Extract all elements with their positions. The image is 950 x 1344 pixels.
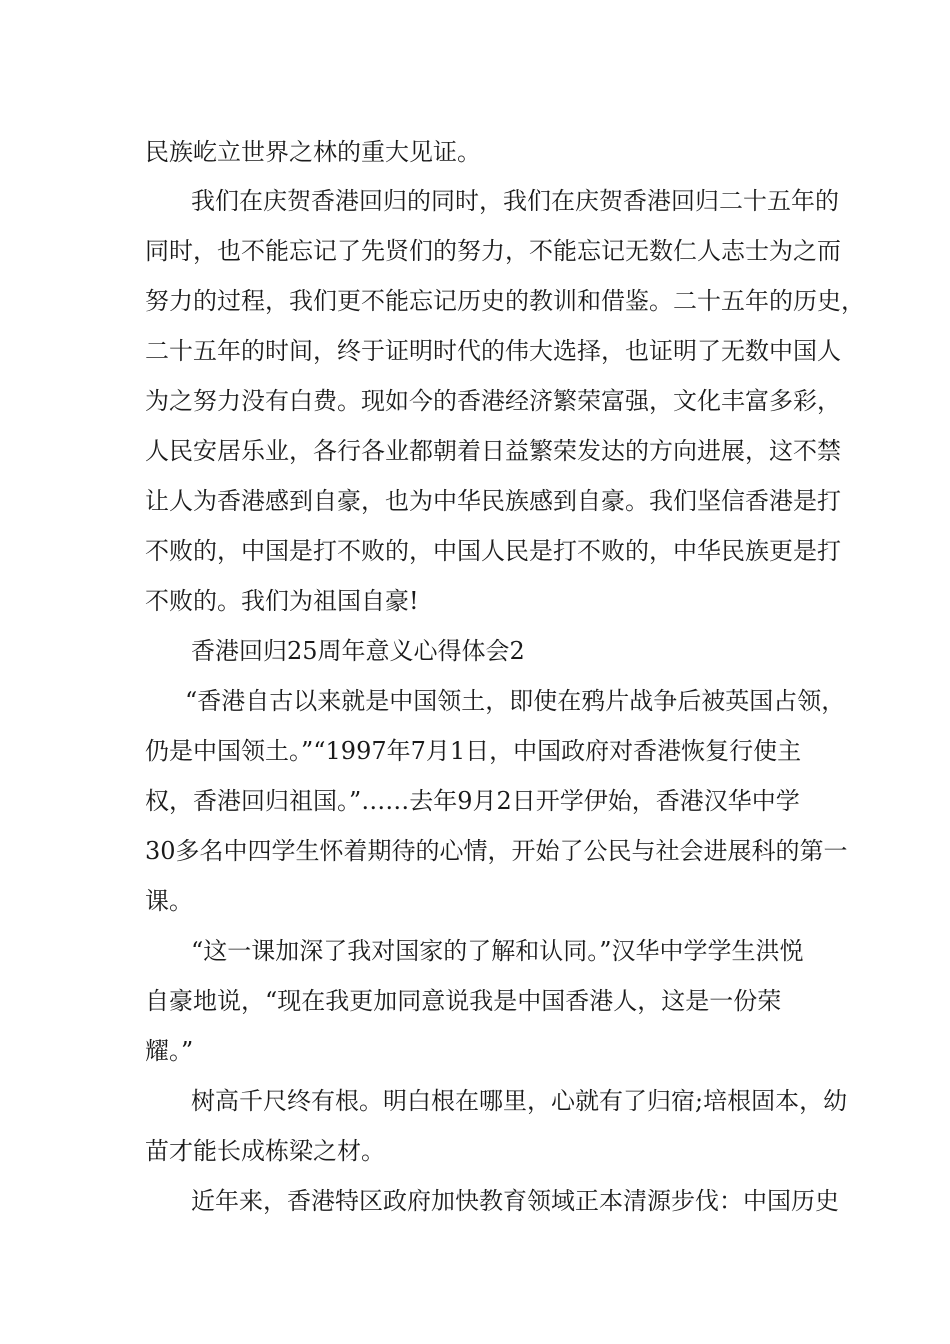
text-line: 近年来，香港特区政府加快教育领域正本清源步伐：中国历史 [191, 1187, 839, 1215]
text-line: 二十五年的时间，终于证明时代的伟大选择，也证明了无数中国人 [145, 337, 841, 365]
text-line: 树高千尺终有根。明白根在哪里，心就有了归宿;培根固本，幼 [191, 1087, 848, 1115]
text-line: 苗才能长成栋梁之材。 [145, 1137, 385, 1165]
text-line: 权，香港回归祖国。”……去年9月2日开学伊始，香港汉华中学 [145, 787, 800, 815]
text-line: “香港自古以来就是中国领土，即使在鸦片战争后被英国占领， [185, 687, 846, 715]
text-line: 为之努力没有白费。现如今的香港经济繁荣富强，文化丰富多彩， [145, 387, 841, 415]
text-line: 30多名中四学生怀着期待的心情，开始了公民与社会进展科的第一 [145, 837, 848, 865]
text-line: 耀。” [145, 1037, 194, 1065]
section-heading: 香港回归25周年意义心得体会2 [191, 637, 525, 665]
text-line: 不败的，中国是打不败的，中国人民是打不败的，中华民族更是打 [145, 537, 841, 565]
text-line: 同时，也不能忘记了先贤们的努力，不能忘记无数仁人志士为之而 [145, 237, 841, 265]
text-line: 课。 [145, 887, 193, 915]
text-line: 努力的过程，我们更不能忘记历史的教训和借鉴。二十五年的历史， [145, 287, 865, 315]
text-line: 自豪地说，“现在我更加同意说我是中国香港人，这是一份荣 [145, 987, 782, 1015]
text-line: 人民安居乐业，各行各业都朝着日益繁荣发达的方向进展，这不禁 [145, 437, 841, 465]
text-line: 我们在庆贺香港回归的同时，我们在庆贺香港回归二十五年的 [191, 187, 839, 215]
text-line: 让人为香港感到自豪，也为中华民族感到自豪。我们坚信香港是打 [145, 487, 841, 515]
text-line: “这一课加深了我对国家的了解和认同。”汉华中学学生洪悦 [191, 937, 804, 965]
text-line: 仍是中国领土。”“1997年7月1日，中国政府对香港恢复行使主 [145, 737, 802, 765]
text-line: 不败的。我们为祖国自豪! [145, 587, 419, 615]
text-line: 民族屹立世界之林的重大见证。 [145, 138, 481, 166]
